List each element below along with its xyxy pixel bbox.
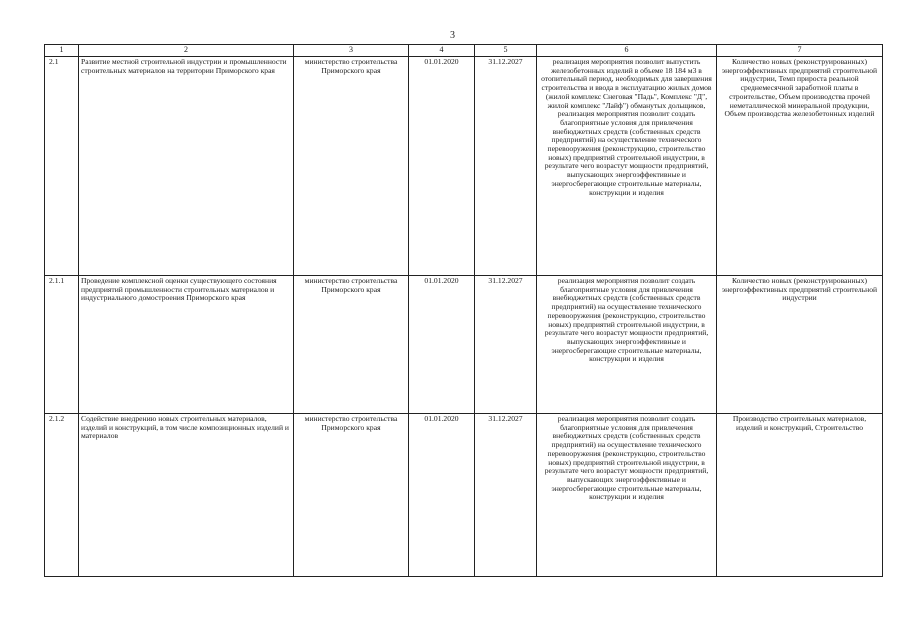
responsible-executor: министерство строительства Приморского края xyxy=(294,57,409,276)
program-activities-table xyxy=(44,44,883,577)
activity-name: Проведение комплексной оценки существующего состояния предприятий промышленности строительных материалов и индустриального домостроения Приморского края xyxy=(79,276,294,414)
expected-result: реализация мероприятия позволит создать благоприятные условия для привлечения внебюджетных средств (собственных средств предприятий) на осуществление технического перевооружения (реконструкцию, строительство новых) предприятий строительной индустрии, в результате чего возрастут мощности предприятий, выпускающих энергоэффективные и энергосберегающие строительные материалы, конструкции и изделия xyxy=(537,414,717,577)
activity-name: Содействие внедрению новых строительных материалов, изделий и конструкций, в том числе композиционных изделий и материалов xyxy=(79,414,294,577)
start-date: 01.01.2020 xyxy=(409,276,475,414)
table-row xyxy=(45,57,883,276)
responsible-executor: министерство строительства Приморского края xyxy=(294,414,409,577)
row-number: 2.1 xyxy=(45,57,79,276)
start-date: 01.01.2020 xyxy=(409,57,475,276)
start-date: 01.01.2020 xyxy=(409,414,475,577)
expected-result: реализация мероприятия позволит выпустить железобетонных изделий в объеме 18 184 м3 в отопительный период, необходимых для завершения строительства и ввода в эксплуатацию жилых домов (жилой комплекс Снеговая "Падь", Комплекс "Д", жилой комплекс "Лайф") обманутых дольщиков, реализация мероприятия позволит создать благоприятные условия для привлечения внебюджетных средств (собственных средств предприятий) на осуществление технического перевооружения (реконструкцию, строительство новых) предприятий строительной индустрии, в результате чего возрастут мощности предприятий, выпускающих энергоэффективные и энергосберегающие строительные материалы, конструкции и изделия xyxy=(537,57,717,276)
expected-result: реализация мероприятия позволит создать благоприятные условия для привлечения внебюджетных средств (собственных средств предприятий) на осуществление технического перевооружения (реконструкцию, строительство новых) предприятий строительной индустрии, в результате чего возрастут мощности предприятий, выпускающих энергоэффективные и энергосберегающие строительные материалы, конструкции и изделия xyxy=(537,276,717,414)
related-indicators: Количество новых (реконструированных) энергоэффективных предприятий строительной индустрии, Темп прироста реальной среднемесячной заработной платы в строительстве, Объем производства прочей неметаллической минеральной продукции, Объем производства железобетонных изделий xyxy=(717,57,883,276)
end-date: 31.12.2027 xyxy=(475,276,537,414)
responsible-executor: министерство строительства Приморского края xyxy=(294,276,409,414)
table-header-row xyxy=(45,45,883,57)
header-cell-2: 2 xyxy=(79,45,294,57)
header-cell-6: 6 xyxy=(537,45,717,57)
header-cell-1: 1 xyxy=(45,45,79,57)
end-date: 31.12.2027 xyxy=(475,414,537,577)
related-indicators: Количество новых (реконструированных) энергоэффективных предприятий строительной индустрии xyxy=(717,276,883,414)
table-row xyxy=(45,276,883,414)
header-cell-7: 7 xyxy=(717,45,883,57)
header-cell-4: 4 xyxy=(409,45,475,57)
row-number: 2.1.2 xyxy=(45,414,79,577)
related-indicators: Производство строительных материалов, изделий и конструкций, Строительство xyxy=(717,414,883,577)
table-row xyxy=(45,414,883,577)
end-date: 31.12.2027 xyxy=(475,57,537,276)
row-number: 2.1.1 xyxy=(45,276,79,414)
page-number: 3 xyxy=(450,30,455,41)
header-cell-3: 3 xyxy=(294,45,409,57)
activity-name: Развитие местной строительной индустрии и промышленности строительных материалов на территории Приморского края xyxy=(79,57,294,276)
header-cell-5: 5 xyxy=(475,45,537,57)
